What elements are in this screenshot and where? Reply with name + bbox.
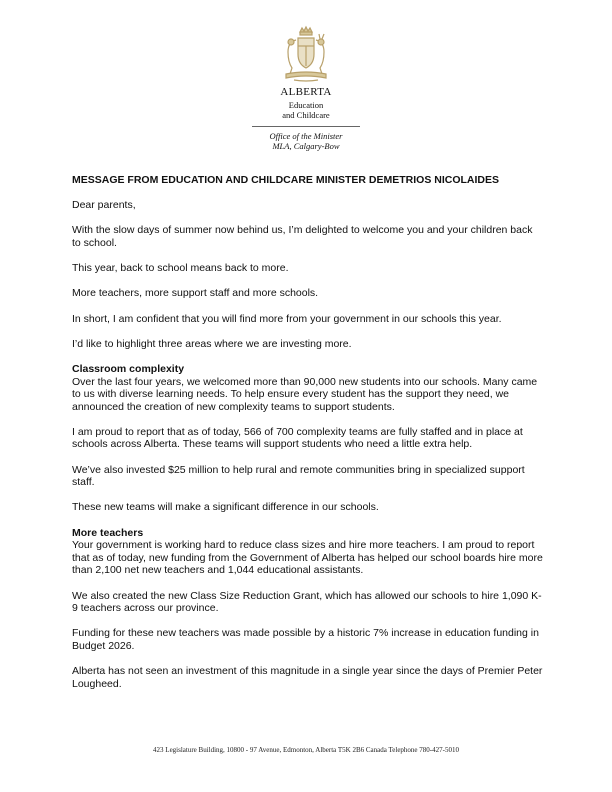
department-line-2: and Childcare	[282, 110, 330, 120]
letter-heading: MESSAGE FROM EDUCATION AND CHILDCARE MINISTER DEMETRIOS NICOLAIDES	[72, 174, 500, 186]
paragraph: Alberta has not seen an investment of this magnitude in a single year since the days of Premier Peter Lougheed.	[72, 665, 543, 690]
paragraph: Funding for these new teachers was made possible by a historic 7% increase in education funding in Budget 2026.	[72, 627, 539, 652]
department-line-1: Education	[288, 100, 324, 110]
paragraph: These new teams will make a significant difference in our schools.	[72, 501, 379, 514]
paragraph: In short, I am confident that you will find more from your government in our schools this year.	[72, 312, 502, 325]
footer-address: 423 Legislature Building, 10800 - 97 Avenue, Edmonton, Alberta T5K 2B6 Canada Telephone 780-427-5010	[153, 746, 459, 754]
paragraph: I’d like to highlight three areas where we are investing more.	[72, 337, 352, 350]
coat-of-arms-icon	[276, 24, 336, 84]
office-line-1: Office of the Minister	[269, 131, 343, 141]
letterhead-divider	[252, 126, 360, 127]
office-line-2: MLA, Calgary-Bow	[272, 141, 340, 151]
paragraph: We also created the new Class Size Reduction Grant, which has allowed our schools to hire 1,090 K-9 teachers across our province.	[72, 589, 542, 615]
paragraph: We’ve also invested $25 million to help rural and remote communities bring in specialized support staff.	[72, 463, 525, 489]
brand-name: ALBERTA	[280, 86, 332, 98]
paragraph: Your government is working hard to reduce class sizes and hire more teachers. I am proud to report that as of today, new funding from the Government of Alberta has helped our school boards hire more than 2,100 net new teachers and 1,044 educational assistants.	[72, 539, 543, 577]
section-title: Classroom complexity	[72, 362, 185, 375]
letter-body	[72, 174, 544, 703]
paragraph: With the slow days of summer now behind us, I’m delighted to welcome you and your children back to school.	[72, 224, 533, 249]
paragraph: This year, back to school means back to more.	[72, 262, 289, 275]
paragraph: I am proud to report that as of today, 566 of 700 complexity teams are fully staffed and in place at schools across Alberta. These teams will support students who need a little extra help.	[72, 425, 523, 451]
section-title: More teachers	[72, 526, 144, 539]
paragraph: Over the last four years, we welcomed more than 90,000 new students into our schools. Many came to us with diverse learning needs. To help ensure every student has the support they need, we announced the creation of new complexity teams to support students.	[72, 375, 538, 413]
paragraph: More teachers, more support staff and more schools.	[72, 287, 319, 300]
office-info	[0, 131, 612, 151]
section-more-teachers	[72, 527, 544, 577]
letterhead	[0, 24, 612, 151]
salutation: Dear parents,	[72, 199, 136, 212]
section-classroom-complexity	[72, 363, 544, 413]
department-name	[0, 100, 612, 120]
